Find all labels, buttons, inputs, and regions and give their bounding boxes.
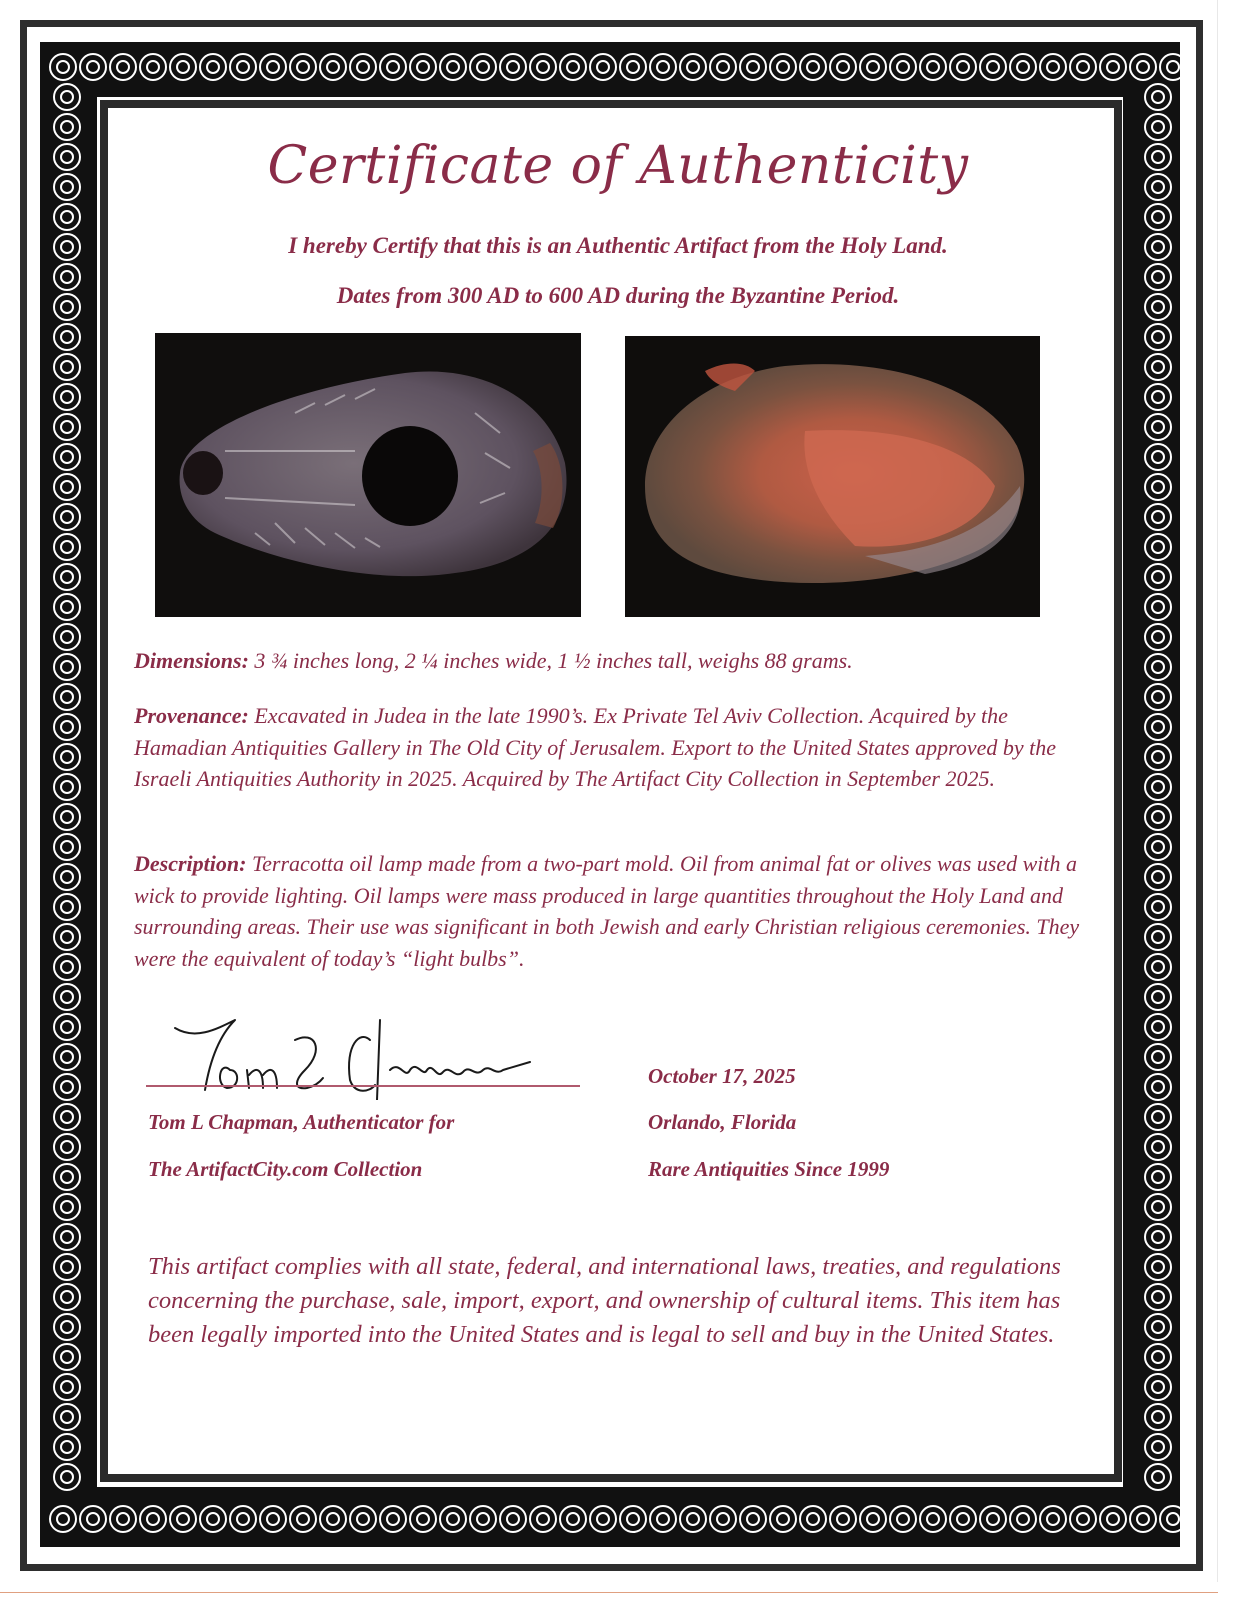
border-ring-icon — [53, 653, 81, 681]
border-ring-icon — [1144, 563, 1172, 591]
border-ring-icon — [1144, 1193, 1172, 1221]
border-ring-icon — [1144, 593, 1172, 621]
border-ring-icon — [53, 1223, 81, 1251]
border-ring-icon — [349, 1505, 377, 1533]
border-ring-icon — [1144, 983, 1172, 1011]
border-ring-icon — [53, 623, 81, 651]
border-ring-icon — [1144, 443, 1172, 471]
border-ring-icon — [799, 1505, 827, 1533]
artifact-photo-bottom — [625, 336, 1040, 617]
provenance-label: Provenance: — [134, 703, 249, 728]
border-ring-icon — [679, 1505, 707, 1533]
border-ring-icon — [979, 53, 1007, 81]
border-ring-icon — [1069, 53, 1097, 81]
border-ring-icon — [53, 1043, 81, 1071]
border-ring-icon — [79, 1505, 107, 1533]
border-ring-icon — [1099, 53, 1127, 81]
border-ring-icon — [649, 53, 677, 81]
border-ring-icon — [109, 1505, 137, 1533]
border-ring-icon — [1144, 83, 1172, 111]
provenance-paragraph — [134, 700, 1094, 795]
border-ring-icon — [53, 1013, 81, 1041]
border-ring-icon — [889, 53, 917, 81]
certificate-title: Certificate of Authenticity — [267, 136, 969, 196]
border-ring-icon — [1144, 353, 1172, 381]
border-ring-icon — [1144, 413, 1172, 441]
border-circles-bottom — [48, 1504, 1188, 1534]
artifact-photo-top — [155, 333, 581, 617]
border-ring-icon — [1144, 923, 1172, 951]
border-ring-icon — [919, 53, 947, 81]
border-ring-icon — [769, 1505, 797, 1533]
border-ring-icon — [1144, 743, 1172, 771]
border-ring-icon — [829, 1505, 857, 1533]
border-ring-icon — [709, 53, 737, 81]
border-ring-icon — [349, 53, 377, 81]
border-ring-icon — [1144, 533, 1172, 561]
border-ring-icon — [53, 473, 81, 501]
border-ring-icon — [79, 53, 107, 81]
border-ring-icon — [439, 1505, 467, 1533]
authenticator-name: Tom L Chapman, Authenticator for — [148, 1110, 455, 1134]
border-ring-icon — [259, 53, 287, 81]
border-ring-icon — [53, 923, 81, 951]
border-ring-icon — [49, 53, 77, 81]
border-ring-icon — [1144, 1343, 1172, 1371]
border-ring-icon — [169, 53, 197, 81]
border-ring-icon — [379, 1505, 407, 1533]
company-tagline: Rare Antiquities Since 1999 — [648, 1157, 890, 1181]
border-ring-icon — [739, 1505, 767, 1533]
border-ring-icon — [229, 1505, 257, 1533]
description-text: Terracotta oil lamp made from a two-part mold. Oil from animal fat or olives was used with a wick to provide lighting. Oil lamps were mass produced in large quantities throughout the Holy Land and surrounding areas. Their use was significant in both Jewish and early Christian religious ceremonies. They were the equivalent of today’s “light bulbs”. — [134, 851, 1080, 971]
border-ring-icon — [53, 683, 81, 711]
border-ring-icon — [53, 1403, 81, 1431]
border-ring-icon — [139, 53, 167, 81]
border-ring-icon — [53, 503, 81, 531]
border-ring-icon — [139, 1505, 167, 1533]
border-ring-icon — [559, 1505, 587, 1533]
border-ring-icon — [1144, 1103, 1172, 1131]
border-ring-icon — [1144, 653, 1172, 681]
border-ring-icon — [53, 803, 81, 831]
border-ring-icon — [53, 1283, 81, 1311]
border-ring-icon — [53, 773, 81, 801]
border-ring-icon — [1144, 1013, 1172, 1041]
border-ring-icon — [1099, 1505, 1127, 1533]
border-ring-icon — [949, 1505, 977, 1533]
border-ring-icon — [1144, 1433, 1172, 1461]
border-ring-icon — [53, 1253, 81, 1281]
border-ring-icon — [1144, 1373, 1172, 1401]
certify-statement: I hereby Certify that this is an Authentic Artifact from the Holy Land. — [288, 233, 948, 258]
border-ring-icon — [1144, 1133, 1172, 1161]
dimensions-text: 3 ¾ inches long, 2 ¼ inches wide, 1 ½ inches tall, weighs 88 grams. — [248, 648, 853, 673]
border-ring-icon — [49, 1505, 77, 1533]
border-ring-icon — [619, 53, 647, 81]
border-ring-icon — [1129, 1505, 1157, 1533]
border-ring-icon — [1144, 833, 1172, 861]
border-ring-icon — [53, 353, 81, 381]
border-ring-icon — [53, 1193, 81, 1221]
border-ring-icon — [1144, 1043, 1172, 1071]
border-ring-icon — [1009, 53, 1037, 81]
border-ring-icon — [1129, 53, 1157, 81]
border-ring-icon — [469, 53, 497, 81]
border-ring-icon — [319, 53, 347, 81]
border-ring-icon — [109, 53, 137, 81]
border-ring-icon — [259, 1505, 287, 1533]
border-ring-icon — [769, 53, 797, 81]
border-ring-icon — [829, 53, 857, 81]
border-ring-icon — [559, 53, 587, 81]
border-ring-icon — [1144, 1403, 1172, 1431]
border-ring-icon — [53, 863, 81, 891]
bottom-rule — [0, 1592, 1218, 1593]
collection-name: The ArtifactCity.com Collection — [148, 1157, 423, 1181]
border-ring-icon — [53, 1133, 81, 1161]
border-ring-icon — [53, 833, 81, 861]
border-ring-icon — [1144, 683, 1172, 711]
border-ring-icon — [439, 53, 467, 81]
border-ring-icon — [53, 953, 81, 981]
border-ring-icon — [409, 53, 437, 81]
border-ring-icon — [649, 1505, 677, 1533]
border-ring-icon — [1144, 1253, 1172, 1281]
certificate-location: Orlando, Florida — [648, 1110, 797, 1134]
oil-lamp-top-image — [155, 333, 581, 617]
border-ring-icon — [1144, 203, 1172, 231]
border-ring-icon — [1144, 503, 1172, 531]
dimensions-label: Dimensions: — [134, 648, 249, 673]
border-ring-icon — [53, 83, 81, 111]
border-ring-icon — [1144, 1223, 1172, 1251]
oil-lamp-bottom-image — [625, 336, 1040, 617]
border-ring-icon — [53, 413, 81, 441]
border-ring-icon — [529, 53, 557, 81]
border-ring-icon — [799, 53, 827, 81]
border-ring-icon — [589, 1505, 617, 1533]
border-ring-icon — [1144, 1073, 1172, 1101]
border-ring-icon — [289, 53, 317, 81]
border-ring-icon — [1069, 1505, 1097, 1533]
border-ring-icon — [1144, 863, 1172, 891]
border-ring-icon — [53, 593, 81, 621]
border-ring-icon — [739, 53, 767, 81]
border-ring-icon — [679, 53, 707, 81]
border-ring-icon — [1144, 1463, 1172, 1491]
border-ring-icon — [979, 1505, 1007, 1533]
border-ring-icon — [499, 53, 527, 81]
border-ring-icon — [1144, 953, 1172, 981]
border-ring-icon — [53, 323, 81, 351]
border-ring-icon — [319, 1505, 347, 1533]
dates-statement: Dates from 300 AD to 600 AD during the Byzantine Period. — [336, 283, 900, 308]
border-ring-icon — [169, 1505, 197, 1533]
border-ring-icon — [53, 1313, 81, 1341]
border-ring-icon — [1144, 1313, 1172, 1341]
border-ring-icon — [1144, 803, 1172, 831]
border-ring-icon — [889, 1505, 917, 1533]
border-ring-icon — [53, 443, 81, 471]
signature-line — [146, 1085, 580, 1087]
border-ring-icon — [619, 1505, 647, 1533]
border-ring-icon — [53, 713, 81, 741]
border-ring-icon — [1144, 623, 1172, 651]
border-ring-icon — [409, 1505, 437, 1533]
border-ring-icon — [379, 53, 407, 81]
border-ring-icon — [53, 1073, 81, 1101]
legal-statement: This artifact complies with all state, federal, and international laws, treaties, and regulations concerning the purchase, sale, import, export, and ownership of cultural items. This item has been legally imported into the United States and is legal to sell and buy in the United States. — [148, 1253, 1061, 1348]
border-ring-icon — [1144, 1163, 1172, 1191]
description-paragraph — [134, 848, 1094, 974]
border-circles-top — [48, 52, 1188, 82]
border-ring-icon — [53, 1163, 81, 1191]
border-ring-icon — [53, 893, 81, 921]
provenance-text: Excavated in Judea in the late 1990’s. Ex Private Tel Aviv Collection. Acquired by the Hamadian Antiquities Gallery in The Old City of Jerusalem. Export to the United States approved by the Israeli Antiquities Authority in 2025. Acquired by The Artifact City Collection in September 2025. — [134, 703, 1057, 791]
border-ring-icon — [53, 1373, 81, 1401]
border-ring-icon — [1144, 773, 1172, 801]
border-ring-icon — [1144, 473, 1172, 501]
border-ring-icon — [1009, 1505, 1037, 1533]
border-ring-icon — [53, 1433, 81, 1461]
border-ring-icon — [949, 53, 977, 81]
border-ring-icon — [1144, 383, 1172, 411]
border-ring-icon — [709, 1505, 737, 1533]
border-ring-icon — [53, 533, 81, 561]
border-ring-icon — [1039, 1505, 1067, 1533]
border-ring-icon — [589, 53, 617, 81]
border-ring-icon — [859, 53, 887, 81]
border-ring-icon — [53, 983, 81, 1011]
border-ring-icon — [859, 1505, 887, 1533]
border-ring-icon — [289, 1505, 317, 1533]
certificate-date: October 17, 2025 — [648, 1064, 796, 1088]
border-ring-icon — [53, 1343, 81, 1371]
border-ring-icon — [53, 203, 81, 231]
border-ring-icon — [1039, 53, 1067, 81]
border-ring-icon — [1159, 53, 1187, 81]
description-label: Description: — [134, 851, 247, 876]
border-ring-icon — [199, 53, 227, 81]
border-ring-icon — [199, 1505, 227, 1533]
border-ring-icon — [53, 563, 81, 591]
border-ring-icon — [1159, 1505, 1187, 1533]
border-ring-icon — [1144, 1283, 1172, 1311]
border-ring-icon — [499, 1505, 527, 1533]
border-ring-icon — [53, 1463, 81, 1491]
border-ring-icon — [53, 383, 81, 411]
border-ring-icon — [53, 743, 81, 771]
border-ring-icon — [229, 53, 257, 81]
border-ring-icon — [1144, 323, 1172, 351]
border-ring-icon — [529, 1505, 557, 1533]
border-ring-icon — [53, 1103, 81, 1131]
dimensions-paragraph — [134, 645, 1094, 677]
border-ring-icon — [919, 1505, 947, 1533]
border-ring-icon — [1144, 713, 1172, 741]
border-ring-icon — [1144, 893, 1172, 921]
border-ring-icon — [469, 1505, 497, 1533]
